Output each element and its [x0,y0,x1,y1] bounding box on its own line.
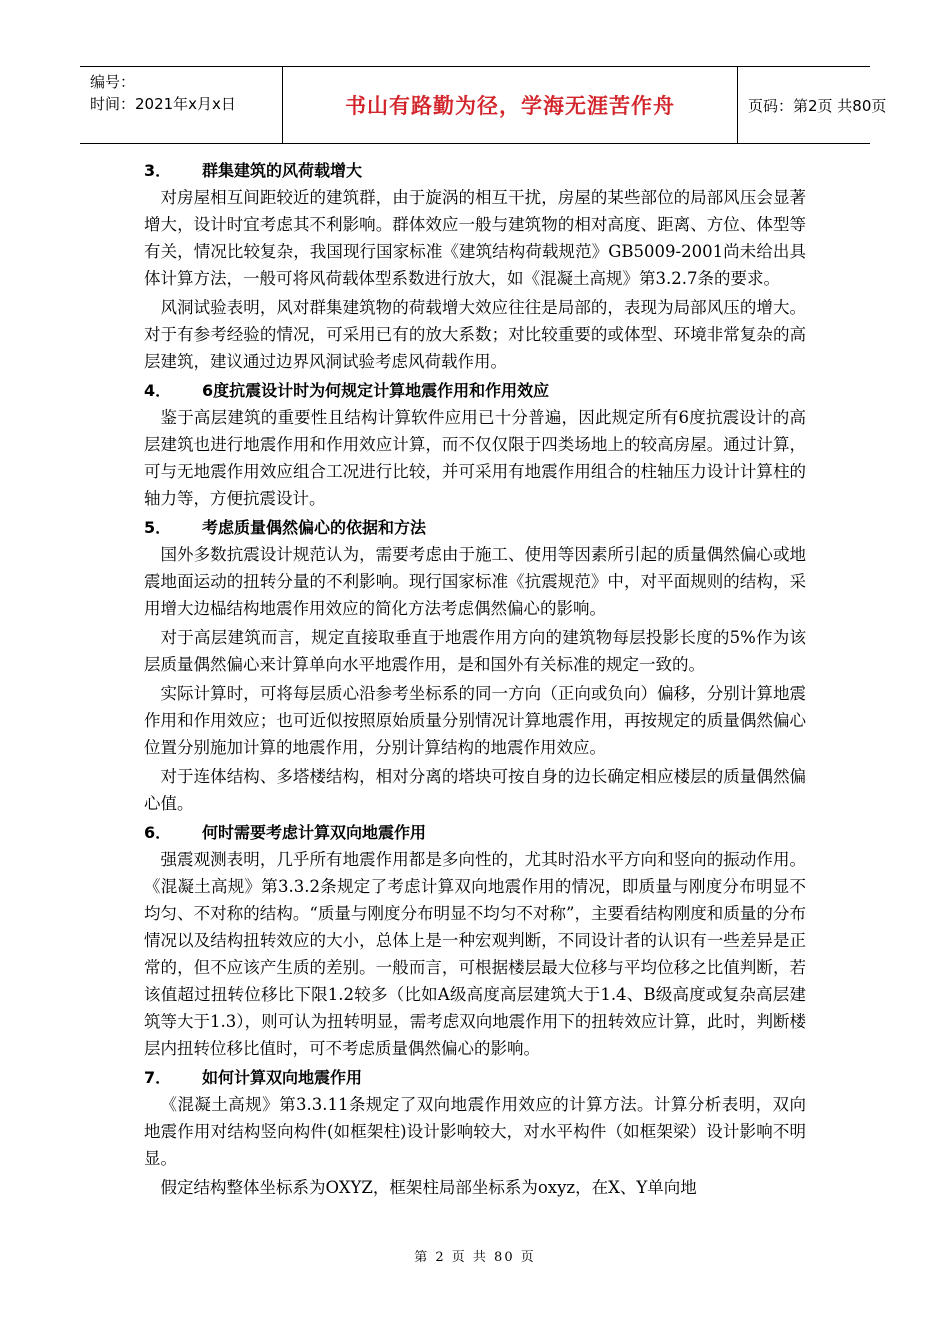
section-number: 5． [144,518,172,537]
body-paragraph: 《混凝土高规》第3.3.11条规定了双向地震作用效应的计算方法。计算分析表明，双向地震作用对结构竖向构件(如框架柱)设计影响较大，对水平构件（如框架梁）设计影响不明显。 [144,1095,806,1168]
section-number: 7． [144,1068,172,1087]
body-paragraph: 对于高层建筑而言，规定直接取垂直于地震作用方向的建筑物每层投影长度的5%作为该层质量偶然偏心来计算单向水平地震作用，是和国外有关标准的规定一致的。 [144,628,806,674]
header-meta [90,71,280,115]
page-header [80,66,887,144]
time-label: 时间：2021年x月x日 [90,95,236,113]
section-title: 考虑质量偶然偏心的依据和方法 [202,518,427,537]
body-paragraph: 假定结构整体坐标系为OXYZ，框架柱局部坐标系为oxyz，在X、Y单向地 [160,1178,697,1197]
section-heading [144,157,806,184]
body-paragraph: 强震观测表明，几乎所有地震作用都是多向性的，尤其时沿水平方向和竖向的振动作用。《混凝土高规》第3.3.2条规定了考虑计算双向地震作用的情况，即质量与刚度分布明显不均匀、不对称的结构。“质量与刚度分布明显不均匀不对称”，主要看结构刚度和质量的分布情况以及结构扭转效应的大小，总体上是一种宏观判断，不同设计者的认识有一些差异是正常的，但不应该产生质的差别。一般而言，可根据楼层最大位移与平均位移之比值判断，若该值超过扭转位移比下限1.2较多（比如A级高度高层建筑大于1.4、B级高度或复杂高层建筑等大于1.3），则可认为扭转明显，需考虑双向地震作用下的扭转效应计算，此时，判断楼层内扭转位移比值时，可不考虑质量偶然偏心的影响。 [144,850,806,1058]
section-heading [144,819,806,846]
section-heading [144,377,806,404]
header-page-info: 页码：第2页 共80页 [748,96,887,115]
page-footer: 第 2 页 共 80 页 [414,1250,536,1265]
header-motto: 书山有路勤为径，学海无涯苦作舟 [282,67,738,143]
section-title: 群集建筑的风荷载增大 [202,161,363,180]
section-number: 3． [144,161,172,180]
body-paragraph: 风洞试验表明，风对群集建筑物的荷载增大效应往往是局部的，表现为局部风压的增大。对于有参考经验的情况，可采用已有的放大系数；对比较重要的或体型、环境非常复杂的高层建筑，建议通过边界风洞试验考虑风荷载作用。 [144,298,806,371]
section-number: 6． [144,823,172,842]
section-title: 如何计算双向地震作用 [202,1068,363,1087]
section-number: 4． [144,381,172,400]
section-heading [144,1064,806,1091]
body-paragraph: 国外多数抗震设计规范认为，需要考虑由于施工、使用等因素所引起的质量偶然偏心或地震地面运动的扭转分量的不利影响。现行国家标准《抗震规范》中，对平面规则的结构，采用增大边榀结构地震作用效应的简化方法考虑偶然偏心的影响。 [144,545,806,618]
document-body [144,156,806,1203]
section-title: 何时需要考虑计算双向地震作用 [202,823,427,842]
body-paragraph: 实际计算时，可将每层质心沿参考坐标系的同一方向（正向或负向）偏移，分别计算地震作用和作用效应；也可近似按照原始质量分别情况计算地震作用，再按规定的质量偶然偏心位置分别施加计算的地震作用，分别计算结构的地震作用效应。 [144,684,806,757]
section-title: 6度抗震设计时为何规定计算地震作用和作用效应 [202,381,550,400]
body-paragraph: 鉴于高层建筑的重要性且结构计算软件应用已十分普遍，因此规定所有6度抗震设计的高层建筑也进行地震作用和作用效应计算，而不仅仅限于四类场地上的较高房屋。通过计算，可与无地震作用效应组合工况进行比较，并可采用有地震作用组合的柱轴压力设计计算柱的轴力等，方便抗震设计。 [144,408,806,508]
serial-number-label: 编号： [90,73,136,91]
body-paragraph: 对于连体结构、多塔楼结构，相对分离的塔块可按自身的边长确定相应楼层的质量偶然偏心值。 [144,767,806,813]
section-heading [144,514,806,541]
body-paragraph: 对房屋相互间距较近的建筑群，由于旋涡的相互干扰，房屋的某些部位的局部风压会显著增大，设计时宜考虑其不利影响。群体效应一般与建筑物的相对高度、距离、方位、体型等有关，情况比较复杂，我国现行国家标准《建筑结构荷载规范》GB5009-2001尚未给出具体计算方法，一般可将风荷载体型系数进行放大，如《混凝土高规》第3.2.7条的要求。 [144,188,806,288]
